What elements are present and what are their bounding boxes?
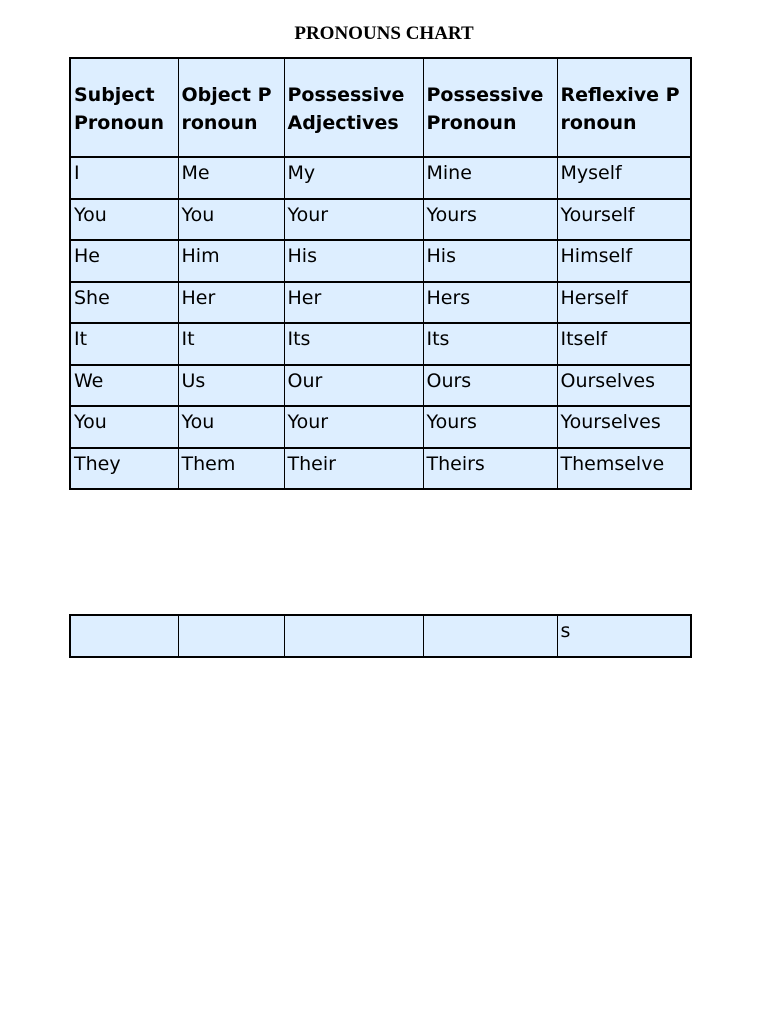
table-cell: Them [178,448,284,490]
table-cell: Herself [557,282,691,324]
table-cell [178,615,284,657]
table-cell: My [284,157,423,199]
table-cell: Yourselves [557,406,691,448]
header-reflexive-pronoun: Reflexive Pronoun [557,58,691,157]
table-cell: We [70,365,178,407]
table-cell: Her [178,282,284,324]
table-row [70,323,691,365]
table-cell: Yours [423,406,557,448]
table-row [70,240,691,282]
table-cell [284,615,423,657]
header-possessive-pronoun: Possessive Pronoun [423,58,557,157]
table-cell: Itself [557,323,691,365]
table-cell: His [284,240,423,282]
table-header-row [70,58,691,157]
table-cell: It [178,323,284,365]
table-cell: You [178,406,284,448]
pronouns-table-continuation [69,614,692,658]
table-cell: Its [284,323,423,365]
table-cell: Hers [423,282,557,324]
header-subject-pronoun: Subject Pronoun [70,58,178,157]
table-row [70,157,691,199]
table-cell [423,615,557,657]
table-cell: Their [284,448,423,490]
table-cell: Us [178,365,284,407]
table-row [70,615,691,657]
table-row [70,199,691,241]
table-cell: You [178,199,284,241]
table-cell: Me [178,157,284,199]
table-cell: I [70,157,178,199]
table-cell: Yours [423,199,557,241]
table-row [70,282,691,324]
table-cell: Its [423,323,557,365]
header-possessive-adjectives: Possessive Adjectives [284,58,423,157]
table-cell: Ours [423,365,557,407]
table-row [70,365,691,407]
table-cell: You [70,406,178,448]
table-cell: Theirs [423,448,557,490]
table-cell: His [423,240,557,282]
table-cell: Your [284,406,423,448]
table-cell [70,615,178,657]
header-object-pronoun: Object Pronoun [178,58,284,157]
table-cell: It [70,323,178,365]
table-row [70,448,691,490]
table-cell: Her [284,282,423,324]
table-cell: Ourselves [557,365,691,407]
table-cell: Him [178,240,284,282]
table-cell: Your [284,199,423,241]
table-cell: Himself [557,240,691,282]
table-cell: Themselve [557,448,691,490]
table-cell: He [70,240,178,282]
table-cell: They [70,448,178,490]
table-cell: You [70,199,178,241]
page-title: PRONOUNS CHART [294,23,474,44]
table-cell: She [70,282,178,324]
table-cell: Mine [423,157,557,199]
table-cell: Yourself [557,199,691,241]
table-row [70,406,691,448]
pronouns-table [69,57,692,490]
table-cell: Our [284,365,423,407]
table-cell: Myself [557,157,691,199]
table-cell: s [557,615,691,657]
